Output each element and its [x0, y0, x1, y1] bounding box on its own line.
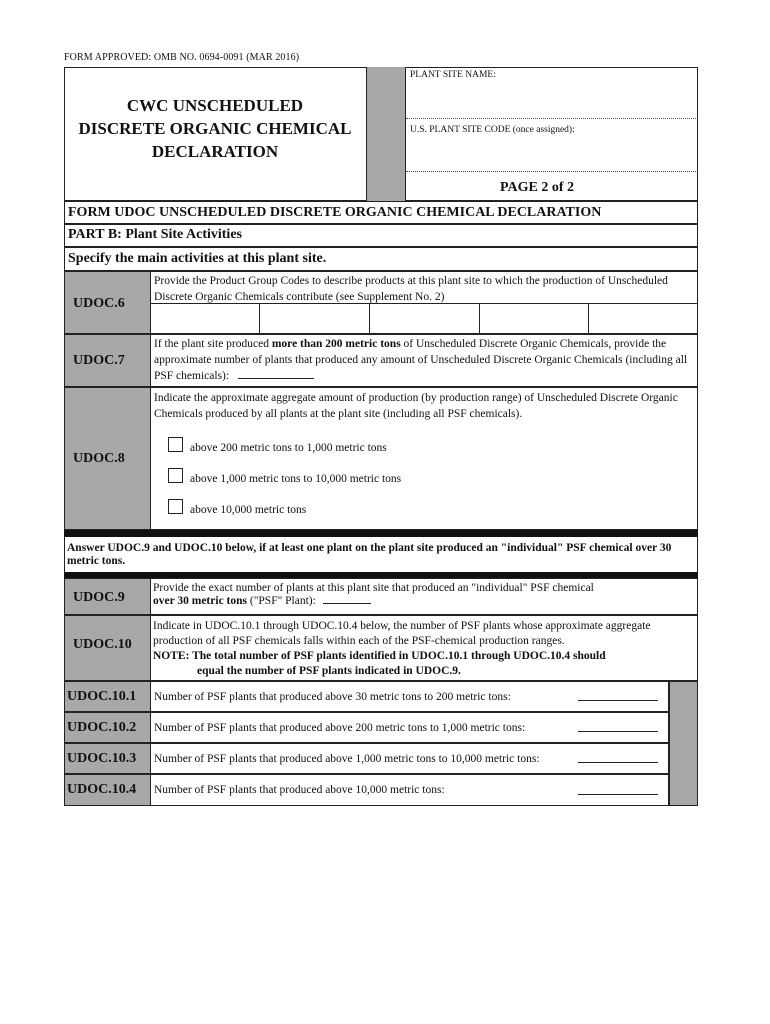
udoc9-text-post: ("PSF" Plant): — [247, 595, 316, 607]
udoc8-option-2-label: above 1,000 metric tons to 10,000 metric tons — [190, 473, 402, 485]
title-line-2: DISCRETE ORGANIC CHEMICAL — [78, 119, 352, 138]
udoc8-option-3-label: above 10,000 metric tons — [190, 504, 307, 516]
divider-bar-top — [64, 530, 698, 537]
form-title-block — [64, 94, 366, 163]
plant-site-name-label: PLANT SITE NAME: — [410, 70, 496, 80]
header-gray-strip — [366, 67, 406, 201]
udoc9-label: UDOC.9 — [73, 590, 125, 605]
udoc6-text: Provide the Product Group Codes to describe products at this plant site to which the production of Unscheduled Discrete Organic Chemicals contribute (see Supplement No. 2) — [154, 275, 668, 303]
udoc10-4-text: Number of PSF plants that produced above 10,000 metric tons: — [154, 784, 445, 796]
page-number: PAGE 2 of 2 — [500, 180, 575, 195]
plant-site-name-field[interactable] — [407, 82, 697, 118]
udoc8-option-1-label: above 200 metric tons to 1,000 metric tons — [190, 442, 387, 454]
udoc10-rows-gray-strip — [669, 681, 698, 806]
udoc7-label: UDOC.7 — [73, 353, 125, 368]
udoc10-note-line2: equal the number of PSF plants indicated in UDOC.9. — [197, 665, 461, 677]
udoc7-text-bold: more than 200 metric tons — [271, 338, 401, 350]
udoc8-option-2-checkbox[interactable] — [168, 468, 183, 483]
udoc6-label: UDOC.6 — [73, 296, 125, 311]
product-code-field-5[interactable] — [589, 304, 697, 333]
form-approval-note: FORM APPROVED: OMB NO. 0694-0091 (MAR 2016) — [64, 52, 300, 63]
product-code-field-4[interactable] — [480, 304, 587, 333]
udoc10-2-label: UDOC.10.2 — [67, 720, 137, 735]
header-divider-2 — [406, 171, 698, 172]
udoc7-text — [154, 336, 694, 384]
udoc10-1-text: Number of PSF plants that produced above 30 metric tons to 200 metric tons: — [154, 691, 511, 703]
header-divider-1 — [406, 118, 698, 119]
udoc9-text-line2 — [153, 595, 693, 608]
udoc10-2-text: Number of PSF plants that produced above 200 metric tons to 1,000 metric tons: — [154, 722, 526, 734]
specify-activities: Specify the main activities at this plant site. — [68, 251, 327, 266]
udoc8-text: Indicate the approximate aggregate amount of production (by production range) of Unscheduled Discrete Organic Chemicals produced by all plants at the plant site (including all PSF chemicals). — [154, 392, 678, 420]
udoc8-option-3-checkbox[interactable] — [168, 499, 183, 514]
udoc7-text-pre: If the plant site produced — [154, 338, 272, 350]
product-code-field-2[interactable] — [260, 304, 368, 333]
udoc10-1-field[interactable] — [578, 688, 658, 701]
udoc10-4-field[interactable] — [578, 782, 658, 795]
answer-note: Answer UDOC.9 and UDOC.10 below, if at least one plant on the plant site produced an "individual" PSF chemical over 30 metric tons. — [67, 542, 672, 567]
udoc9-text — [153, 582, 693, 608]
product-code-field-3[interactable] — [370, 304, 478, 333]
udoc9-text-bold: over 30 metric tons — [153, 595, 247, 607]
udoc9-text-line1: Provide the exact number of plants at this plant site that produced an "individual" PSF chemical — [153, 582, 594, 594]
udoc10-1-label: UDOC.10.1 — [67, 689, 137, 704]
udoc10-note-line1: NOTE: The total number of PSF plants identified in UDOC.10.1 through UDOC.10.4 should — [153, 650, 606, 662]
plant-site-code-field[interactable] — [407, 138, 697, 170]
udoc8-option-1-checkbox[interactable] — [168, 437, 183, 452]
udoc10-4-label: UDOC.10.4 — [67, 782, 137, 797]
form-udoc-title: FORM UDOC UNSCHEDULED DISCRETE ORGANIC CHEMICAL DECLARATION — [68, 205, 602, 220]
udoc7-plants-field[interactable] — [238, 378, 314, 379]
product-code-field-1[interactable] — [152, 304, 258, 333]
udoc10-3-label: UDOC.10.3 — [67, 751, 137, 766]
udoc8-label: UDOC.8 — [73, 451, 125, 466]
part-b-title: PART B: Plant Site Activities — [68, 227, 242, 242]
udoc10-text: Indicate in UDOC.10.1 through UDOC.10.4 below, the number of PSF plants whose approximate aggregate production of all PSF chemicals falls within each of the PSF-chemical production ranges. — [153, 620, 651, 647]
udoc10-3-text: Number of PSF plants that produced above 1,000 metric tons to 10,000 metric tons: — [154, 753, 540, 765]
udoc10-2-field[interactable] — [578, 719, 658, 732]
udoc7-text-post: of Unscheduled Discrete Organic Chemicals, provide the approximate number of plants that produced any amount of Unscheduled Discrete Organic Chemicals (including all PSF chemicals): — [154, 338, 688, 382]
title-line-1: CWC UNSCHEDULED — [126, 96, 304, 115]
udoc9-psf-plants-field[interactable] — [323, 603, 371, 604]
plant-site-code-label: U.S. PLANT SITE CODE (once assigned): — [410, 125, 575, 135]
udoc10-3-field[interactable] — [578, 750, 658, 763]
title-line-3: DECLARATION — [151, 142, 279, 161]
udoc10-label: UDOC.10 — [73, 637, 132, 652]
